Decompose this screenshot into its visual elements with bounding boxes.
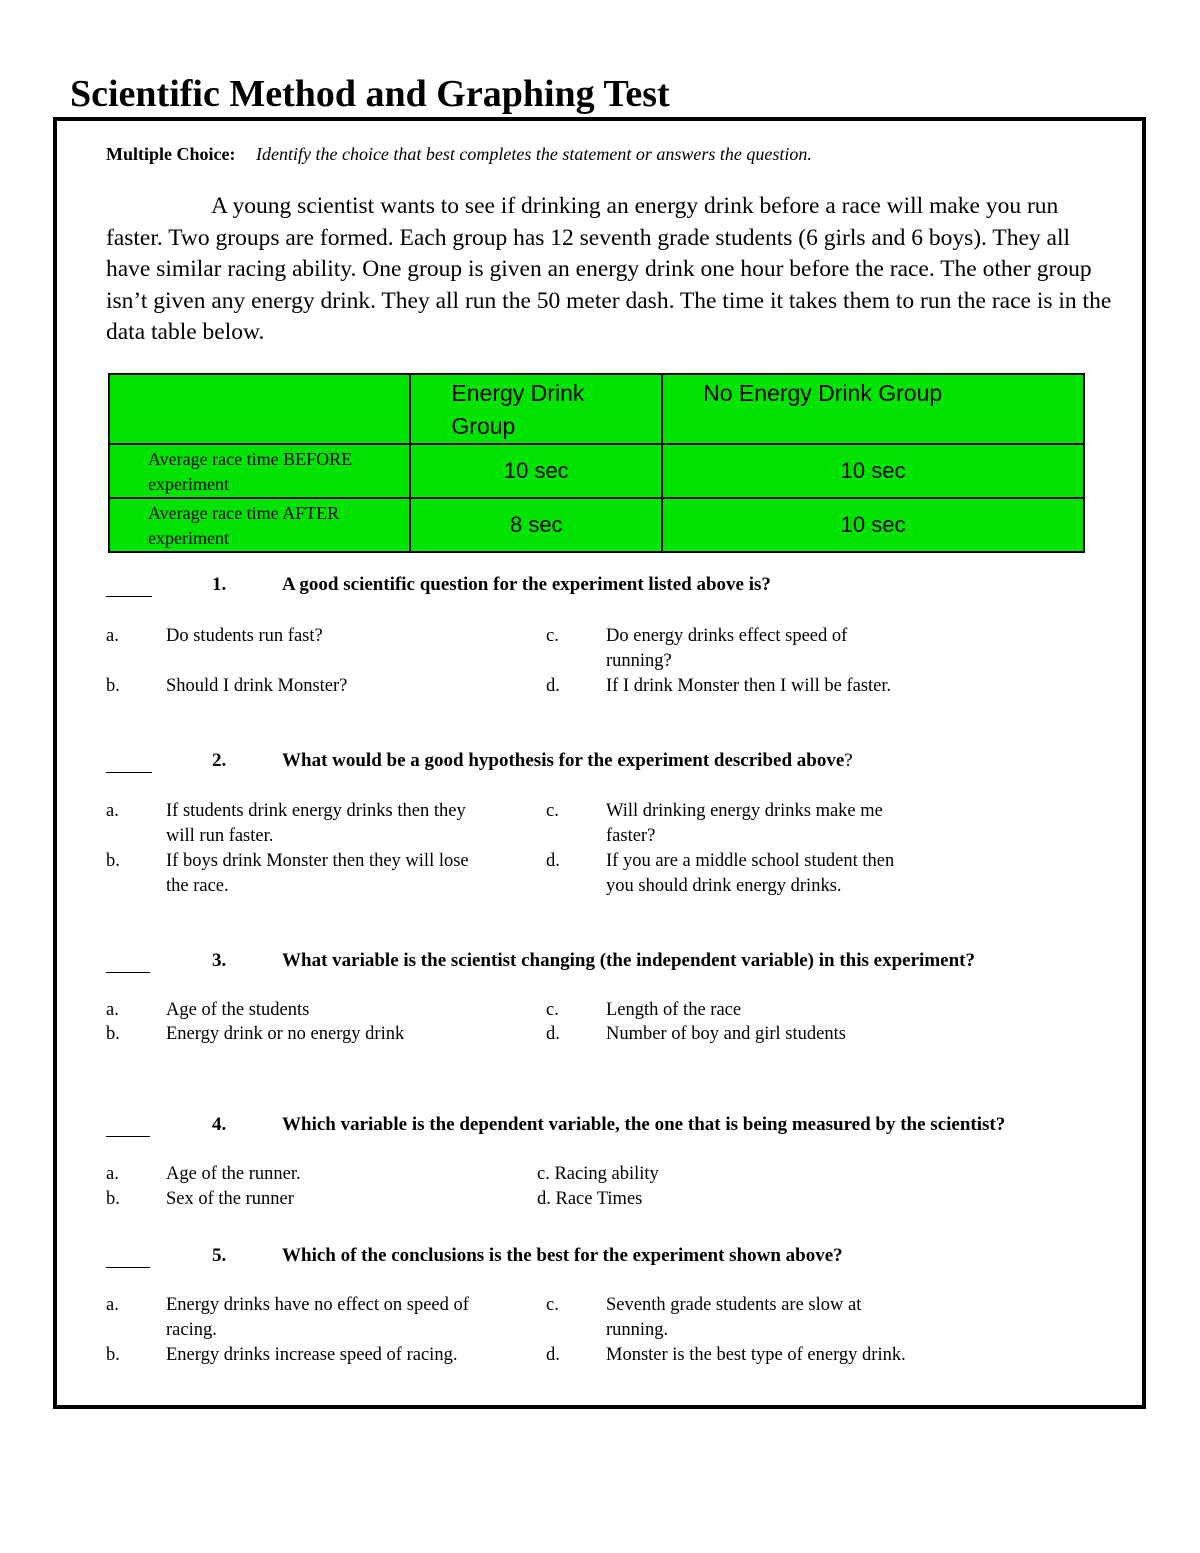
- answer-blank[interactable]: [106, 1245, 150, 1268]
- table-row-label: Average race time AFTER experiment: [109, 498, 410, 552]
- option-letter: b.: [106, 1189, 120, 1209]
- option-letter: d.: [546, 676, 560, 696]
- question-stem: [282, 750, 853, 772]
- option-text: Seventh grade students are slow at running.: [606, 1295, 862, 1340]
- option-letter: c.: [546, 1295, 559, 1315]
- option-text: Age of the students: [166, 1000, 310, 1020]
- option-text: Age of the runner.: [166, 1164, 301, 1184]
- option-text: If I drink Monster then I will be faster.: [606, 676, 892, 696]
- option-letter: a.: [106, 626, 119, 646]
- table-row-label: Average race time BEFORE experiment: [109, 444, 410, 498]
- option-text: Will drinking energy drinks make me faster?: [606, 801, 883, 846]
- option-letter: d.: [546, 1345, 560, 1365]
- option-letter: c.: [546, 626, 559, 646]
- option-letter: d.: [546, 1024, 560, 1044]
- option-letter: a.: [106, 1000, 119, 1020]
- table-cell-energy: 10 sec: [410, 444, 662, 498]
- answer-blank[interactable]: [106, 950, 150, 973]
- table-cell-no-energy: 10 sec: [662, 444, 1084, 498]
- question-stem: What variable is the scientist changing (the independent variable) in this experiment?: [282, 950, 975, 971]
- option-letter: a.: [106, 1164, 119, 1184]
- question-stem: A good scientific question for the experiment listed above is?: [282, 574, 771, 595]
- table-row: [109, 444, 1084, 498]
- instructions-label: Multiple Choice:: [106, 144, 236, 164]
- table-cell-energy: 8 sec: [410, 498, 662, 552]
- table-cell-no-energy: 10 sec: [662, 498, 1084, 552]
- option-text: Sex of the runner: [166, 1189, 294, 1209]
- option-letter: a.: [106, 1295, 119, 1315]
- option-letter: b.: [106, 1345, 120, 1365]
- option-text: c. Racing ability: [537, 1164, 659, 1184]
- table-row: [109, 498, 1084, 552]
- option-letter: c.: [546, 1000, 559, 1020]
- instructions: [106, 144, 812, 165]
- option-text: Do students run fast?: [166, 626, 323, 646]
- table-header-row: [109, 374, 1084, 444]
- option-text: If boys drink Monster then they will lose the race.: [166, 851, 469, 896]
- data-table: [108, 373, 1085, 553]
- option-letter: b.: [106, 1024, 120, 1044]
- option-letter: a.: [106, 801, 119, 821]
- answer-blank[interactable]: [106, 574, 152, 597]
- option-text: If students drink energy drinks then they will run faster.: [166, 801, 466, 846]
- option-text: Do energy drinks effect speed of running?: [606, 626, 848, 671]
- question-stem-end: ?: [844, 750, 853, 771]
- option-text: Energy drinks increase speed of racing.: [166, 1345, 458, 1365]
- question-stem-text: What would be a good hypothesis for the experiment described above: [282, 750, 845, 771]
- option-text: d. Race Times: [537, 1189, 643, 1209]
- option-letter: b.: [106, 676, 120, 696]
- option-text: Monster is the best type of energy drink.: [606, 1345, 906, 1365]
- table-header-empty: [109, 374, 410, 444]
- option-text: Energy drinks have no effect on speed of racing.: [166, 1295, 469, 1340]
- question-number: 5.: [212, 1245, 227, 1266]
- instructions-text: Identify the choice that best completes the statement or answers the question.: [255, 144, 812, 164]
- answer-blank[interactable]: [106, 1114, 150, 1137]
- question-number: 3.: [212, 950, 227, 971]
- option-text: Length of the race: [606, 1000, 742, 1020]
- intro-paragraph: A young scientist wants to see if drinking an energy drink before a race will make you run faster. Two groups are formed. Each group has 12 seventh grade students (6 girls and 6 boys). They all have similar racing ability. One group is given an energy drink one hour before the race. The other group isn’t given any energy drink. They all run the 50 meter dash. The time it takes them to run the race is in the data table below.: [106, 193, 1112, 345]
- question-stem: Which variable is the dependent variable, the one that is being measured by the scientist?: [282, 1114, 1006, 1135]
- option-letter: c.: [546, 801, 559, 821]
- question-number: 4.: [212, 1114, 227, 1135]
- question-number: 1.: [212, 574, 227, 595]
- option-text: Energy drink or no energy drink: [166, 1024, 405, 1044]
- option-text: If you are a middle school student then you should drink energy drinks.: [606, 851, 895, 896]
- option-letter: b.: [106, 851, 120, 871]
- answer-blank[interactable]: [106, 750, 152, 773]
- option-text: Number of boy and girl students: [606, 1024, 846, 1044]
- table-header-energy: Energy Drink Group: [410, 374, 662, 444]
- question-number: 2.: [212, 750, 227, 771]
- question-stem: Which of the conclusions is the best for the experiment shown above?: [282, 1245, 843, 1266]
- page-title: Scientific Method and Graphing Test: [70, 73, 670, 115]
- option-text: Should I drink Monster?: [166, 676, 348, 696]
- table-header-no-energy: No Energy Drink Group: [662, 374, 1084, 444]
- option-letter: d.: [546, 851, 560, 871]
